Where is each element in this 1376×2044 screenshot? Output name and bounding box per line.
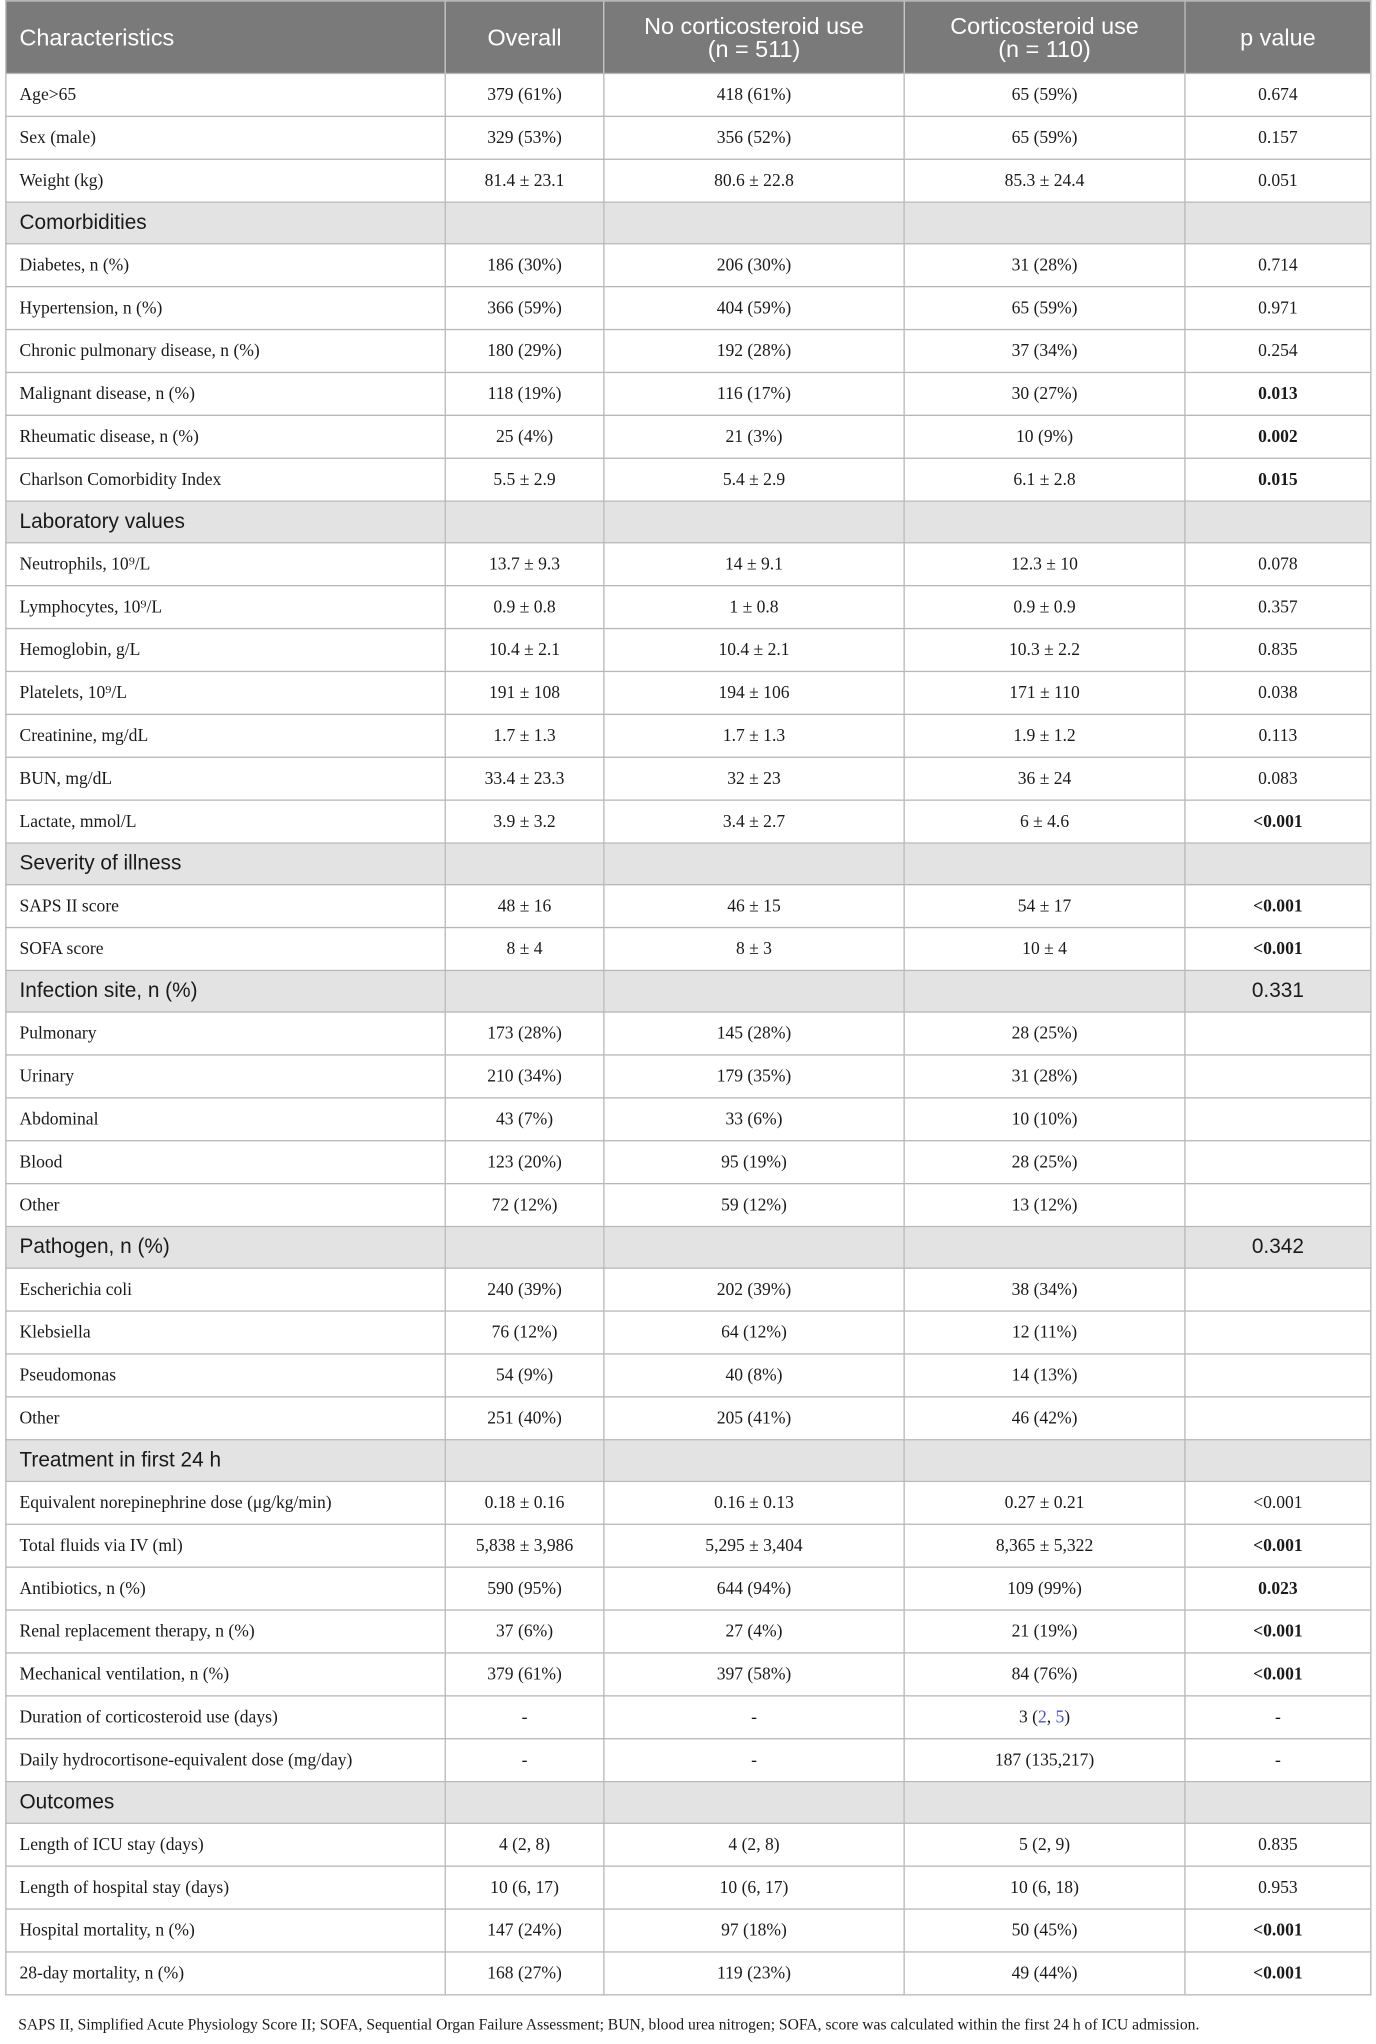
- cell-corticosteroid: 38 (34%): [904, 1268, 1185, 1311]
- cell-p-value: 0.714: [1185, 244, 1371, 287]
- table-row: [6, 1141, 1371, 1184]
- header-characteristics: Characteristics: [6, 1, 445, 74]
- cell-no-corticosteroid: 95 (19%): [604, 1141, 904, 1184]
- cell-no-corticosteroid: 27 (4%): [604, 1610, 904, 1653]
- cell-corticosteroid: [904, 970, 1185, 1012]
- cell-no-corticosteroid: 10 (6, 17): [604, 1866, 904, 1909]
- cell-overall: 590 (95%): [445, 1567, 604, 1610]
- cell-corticosteroid: 65 (59%): [904, 287, 1185, 330]
- cell-characteristic: Rheumatic disease, n (%): [6, 415, 445, 458]
- cell-p-value: [1185, 1184, 1371, 1227]
- cell-overall: 240 (39%): [445, 1268, 604, 1311]
- table-row: [6, 1354, 1371, 1397]
- section-header-row: [6, 1227, 1371, 1269]
- characteristics-table: [5, 0, 1371, 1995]
- table-row: [6, 1397, 1371, 1440]
- cell-corticosteroid: 65 (59%): [904, 73, 1185, 116]
- section-title: Outcomes: [6, 1782, 445, 1824]
- cell-corticosteroid: 187 (135,217): [904, 1739, 1185, 1782]
- table-row: [6, 372, 1371, 415]
- cell-overall: 118 (19%): [445, 372, 604, 415]
- cell-overall: 1.7 ± 1.3: [445, 714, 604, 757]
- cell-overall: 5.5 ± 2.9: [445, 458, 604, 501]
- cell-corticosteroid: 36 ± 24: [904, 757, 1185, 800]
- cell-overall: 191 ± 108: [445, 671, 604, 714]
- cell-characteristic: SAPS II score: [6, 885, 445, 928]
- cell-no-corticosteroid: 97 (18%): [604, 1909, 904, 1952]
- cell-no-corticosteroid: -: [604, 1739, 904, 1782]
- cell-p-value: 0.113: [1185, 714, 1371, 757]
- table-row: [6, 1567, 1371, 1610]
- cell-corticosteroid: 85.3 ± 24.4: [904, 159, 1185, 202]
- cell-p-value: 0.013: [1185, 372, 1371, 415]
- cell-overall: 180 (29%): [445, 330, 604, 373]
- cell-corticosteroid: 0.27 ± 0.21: [904, 1481, 1185, 1524]
- cell-corticosteroid: 28 (25%): [904, 1012, 1185, 1055]
- table-row: [6, 586, 1371, 629]
- cell-overall: -: [445, 1739, 604, 1782]
- cell-characteristic: Neutrophils, 10⁹/L: [6, 543, 445, 586]
- cell-corticosteroid: 1.9 ± 1.2: [904, 714, 1185, 757]
- cell-overall: 5,838 ± 3,986: [445, 1524, 604, 1567]
- table-row: [6, 629, 1371, 672]
- cell-overall: 379 (61%): [445, 73, 604, 116]
- cell-overall: [445, 1782, 604, 1824]
- cell-characteristic: Creatinine, mg/dL: [6, 714, 445, 757]
- cell-no-corticosteroid: 404 (59%): [604, 287, 904, 330]
- cell-p-value: <0.001: [1185, 1909, 1371, 1952]
- cell-characteristic: SOFA score: [6, 928, 445, 971]
- cell-corticosteroid: 49 (44%): [904, 1952, 1185, 1995]
- cell-corticosteroid: 13 (12%): [904, 1184, 1185, 1227]
- cell-overall: 33.4 ± 23.3: [445, 757, 604, 800]
- cell-characteristic: Platelets, 10⁹/L: [6, 671, 445, 714]
- table-row: [6, 1739, 1371, 1782]
- cell-no-corticosteroid: [604, 970, 904, 1012]
- cell-p-value: [1185, 1397, 1371, 1440]
- cell-no-corticosteroid: 202 (39%): [604, 1268, 904, 1311]
- table-row: [6, 1866, 1371, 1909]
- cell-corticosteroid: 3 (2, 5): [904, 1696, 1185, 1739]
- cell-p-value: <0.001: [1185, 928, 1371, 971]
- cell-characteristic: Total fluids via IV (ml): [6, 1524, 445, 1567]
- cell-characteristic: Hypertension, n (%): [6, 287, 445, 330]
- cell-corticosteroid: 65 (59%): [904, 116, 1185, 159]
- cell-overall: 210 (34%): [445, 1055, 604, 1098]
- cell-overall: 81.4 ± 23.1: [445, 159, 604, 202]
- cell-p-value: [1185, 1268, 1371, 1311]
- table-row: [6, 1481, 1371, 1524]
- cell-characteristic: Blood: [6, 1141, 445, 1184]
- table-row: [6, 287, 1371, 330]
- table-row: [6, 415, 1371, 458]
- cell-no-corticosteroid: 33 (6%): [604, 1098, 904, 1141]
- cell-corticosteroid: 21 (19%): [904, 1610, 1185, 1653]
- section-title: Infection site, n (%): [6, 970, 445, 1012]
- cell-overall: 43 (7%): [445, 1098, 604, 1141]
- table-row: [6, 1012, 1371, 1055]
- cell-p-value: <0.001: [1185, 1653, 1371, 1696]
- cell-p-value: 0.023: [1185, 1567, 1371, 1610]
- cell-no-corticosteroid: 8 ± 3: [604, 928, 904, 971]
- cell-overall: 37 (6%): [445, 1610, 604, 1653]
- cell-characteristic: Other: [6, 1397, 445, 1440]
- cell-p-value: [1185, 202, 1371, 244]
- cell-p-value: 0.051: [1185, 159, 1371, 202]
- cell-p-value: [1185, 843, 1371, 885]
- section-header-row: [6, 1440, 1371, 1482]
- cell-corticosteroid: [904, 202, 1185, 244]
- table-row: [6, 1184, 1371, 1227]
- table-row: [6, 1524, 1371, 1567]
- cell-characteristic: Escherichia coli: [6, 1268, 445, 1311]
- cell-characteristic: Age>65: [6, 73, 445, 116]
- cell-p-value: 0.342: [1185, 1227, 1371, 1269]
- cell-characteristic: 28-day mortality, n (%): [6, 1952, 445, 1995]
- cell-characteristic: Hospital mortality, n (%): [6, 1909, 445, 1952]
- cell-p-value: 0.157: [1185, 116, 1371, 159]
- cell-p-value: <0.001: [1185, 1524, 1371, 1567]
- cell-p-value: [1185, 1055, 1371, 1098]
- cell-corticosteroid: [904, 1227, 1185, 1269]
- cell-corticosteroid: 109 (99%): [904, 1567, 1185, 1610]
- cell-no-corticosteroid: 206 (30%): [604, 244, 904, 287]
- cell-p-value: -: [1185, 1696, 1371, 1739]
- cell-corticosteroid: 8,365 ± 5,322: [904, 1524, 1185, 1567]
- cell-no-corticosteroid: 10.4 ± 2.1: [604, 629, 904, 672]
- cell-p-value: 0.083: [1185, 757, 1371, 800]
- table-row: [6, 1823, 1371, 1866]
- header-no-corticosteroid: No corticosteroid use (n = 511): [604, 1, 904, 74]
- table-row: [6, 800, 1371, 843]
- header-p-value: p value: [1185, 1, 1371, 74]
- cell-characteristic: Urinary: [6, 1055, 445, 1098]
- cell-no-corticosteroid: [604, 843, 904, 885]
- cell-corticosteroid: 10 (9%): [904, 415, 1185, 458]
- cell-overall: 168 (27%): [445, 1952, 604, 1995]
- cell-no-corticosteroid: 5,295 ± 3,404: [604, 1524, 904, 1567]
- cell-characteristic: Weight (kg): [6, 159, 445, 202]
- cell-no-corticosteroid: 5.4 ± 2.9: [604, 458, 904, 501]
- cell-no-corticosteroid: 418 (61%): [604, 73, 904, 116]
- cell-corticosteroid: 46 (42%): [904, 1397, 1185, 1440]
- cell-overall: 8 ± 4: [445, 928, 604, 971]
- cell-no-corticosteroid: 145 (28%): [604, 1012, 904, 1055]
- cell-corticosteroid: 31 (28%): [904, 1055, 1185, 1098]
- section-title: Severity of illness: [6, 843, 445, 885]
- cell-characteristic: Charlson Comorbidity Index: [6, 458, 445, 501]
- cell-corticosteroid: 6.1 ± 2.8: [904, 458, 1185, 501]
- table-row: [6, 1268, 1371, 1311]
- section-title: Treatment in first 24 h: [6, 1440, 445, 1482]
- cell-p-value: [1185, 1782, 1371, 1824]
- cell-overall: -: [445, 1696, 604, 1739]
- cell-overall: [445, 1227, 604, 1269]
- cell-p-value: 0.674: [1185, 73, 1371, 116]
- cell-overall: 329 (53%): [445, 116, 604, 159]
- cell-characteristic: Klebsiella: [6, 1311, 445, 1354]
- cell-no-corticosteroid: [604, 1782, 904, 1824]
- cell-no-corticosteroid: 46 ± 15: [604, 885, 904, 928]
- cell-overall: 72 (12%): [445, 1184, 604, 1227]
- cell-characteristic: Length of hospital stay (days): [6, 1866, 445, 1909]
- table-row: [6, 885, 1371, 928]
- cell-p-value: [1185, 1440, 1371, 1482]
- cell-overall: 10.4 ± 2.1: [445, 629, 604, 672]
- cell-p-value: 0.078: [1185, 543, 1371, 586]
- cell-characteristic: Lymphocytes, 10⁹/L: [6, 586, 445, 629]
- cell-characteristic: Renal replacement therapy, n (%): [6, 1610, 445, 1653]
- cell-corticosteroid: 28 (25%): [904, 1141, 1185, 1184]
- cell-characteristic: Hemoglobin, g/L: [6, 629, 445, 672]
- cell-p-value: -: [1185, 1739, 1371, 1782]
- table-row: [6, 928, 1371, 971]
- cell-no-corticosteroid: 116 (17%): [604, 372, 904, 415]
- cell-no-corticosteroid: 205 (41%): [604, 1397, 904, 1440]
- cell-p-value: 0.953: [1185, 1866, 1371, 1909]
- cell-overall: [445, 970, 604, 1012]
- cell-corticosteroid: 12.3 ± 10: [904, 543, 1185, 586]
- section-header-row: [6, 202, 1371, 244]
- cell-corticosteroid: 0.9 ± 0.9: [904, 586, 1185, 629]
- section-title: Comorbidities: [6, 202, 445, 244]
- cell-overall: 379 (61%): [445, 1653, 604, 1696]
- cell-corticosteroid: 10 (6, 18): [904, 1866, 1185, 1909]
- cell-no-corticosteroid: 356 (52%): [604, 116, 904, 159]
- cell-p-value: 0.254: [1185, 330, 1371, 373]
- table-body: [6, 73, 1371, 1994]
- cell-corticosteroid: 30 (27%): [904, 372, 1185, 415]
- section-header-row: [6, 970, 1371, 1012]
- cell-no-corticosteroid: [604, 501, 904, 543]
- header-overall: Overall: [445, 1, 604, 74]
- cell-characteristic: Equivalent norepinephrine dose (μg/kg/min): [6, 1481, 445, 1524]
- cell-p-value: 0.835: [1185, 629, 1371, 672]
- cell-characteristic: Pseudomonas: [6, 1354, 445, 1397]
- section-header-row: [6, 843, 1371, 885]
- cell-corticosteroid: 10.3 ± 2.2: [904, 629, 1185, 672]
- header-no-corticosteroid-n: (n = 511): [707, 35, 801, 62]
- cell-characteristic: Chronic pulmonary disease, n (%): [6, 330, 445, 373]
- table-row: [6, 244, 1371, 287]
- table-row: [6, 458, 1371, 501]
- cell-overall: 147 (24%): [445, 1909, 604, 1952]
- cell-overall: 4 (2, 8): [445, 1823, 604, 1866]
- cell-p-value: <0.001: [1185, 800, 1371, 843]
- cell-no-corticosteroid: -: [604, 1696, 904, 1739]
- cell-overall: 251 (40%): [445, 1397, 604, 1440]
- cell-characteristic: BUN, mg/dL: [6, 757, 445, 800]
- section-header-row: [6, 501, 1371, 543]
- cell-p-value: 0.002: [1185, 415, 1371, 458]
- cell-corticosteroid: [904, 501, 1185, 543]
- cell-characteristic: Duration of corticosteroid use (days): [6, 1696, 445, 1739]
- cell-overall: 123 (20%): [445, 1141, 604, 1184]
- cell-overall: 13.7 ± 9.3: [445, 543, 604, 586]
- cell-no-corticosteroid: [604, 1227, 904, 1269]
- cell-overall: [445, 1440, 604, 1482]
- cell-no-corticosteroid: 119 (23%): [604, 1952, 904, 1995]
- cell-characteristic: Other: [6, 1184, 445, 1227]
- cell-p-value: [1185, 1098, 1371, 1141]
- cell-p-value: 0.835: [1185, 1823, 1371, 1866]
- cell-corticosteroid: 14 (13%): [904, 1354, 1185, 1397]
- section-title: Laboratory values: [6, 501, 445, 543]
- cell-characteristic: Malignant disease, n (%): [6, 372, 445, 415]
- cell-no-corticosteroid: 40 (8%): [604, 1354, 904, 1397]
- cell-no-corticosteroid: 32 ± 23: [604, 757, 904, 800]
- cell-characteristic: Lactate, mmol/L: [6, 800, 445, 843]
- cell-overall: 0.18 ± 0.16: [445, 1481, 604, 1524]
- header-corticosteroid: Corticosteroid use (n = 110): [904, 1, 1185, 74]
- cell-corticosteroid: 5 (2, 9): [904, 1823, 1185, 1866]
- cell-characteristic: Length of ICU stay (days): [6, 1823, 445, 1866]
- cell-no-corticosteroid: 3.4 ± 2.7: [604, 800, 904, 843]
- cell-p-value: 0.015: [1185, 458, 1371, 501]
- cell-corticosteroid: [904, 1782, 1185, 1824]
- cell-overall: 366 (59%): [445, 287, 604, 330]
- table-row: [6, 159, 1371, 202]
- cell-overall: 25 (4%): [445, 415, 604, 458]
- cell-overall: 0.9 ± 0.8: [445, 586, 604, 629]
- table-row: [6, 1653, 1371, 1696]
- cell-no-corticosteroid: 64 (12%): [604, 1311, 904, 1354]
- cell-characteristic: Sex (male): [6, 116, 445, 159]
- cell-p-value: 0.971: [1185, 287, 1371, 330]
- cell-overall: 76 (12%): [445, 1311, 604, 1354]
- cell-no-corticosteroid: 1 ± 0.8: [604, 586, 904, 629]
- cell-p-value: <0.001: [1185, 885, 1371, 928]
- cell-overall: 186 (30%): [445, 244, 604, 287]
- cell-corticosteroid: 10 (10%): [904, 1098, 1185, 1141]
- cell-p-value: 0.357: [1185, 586, 1371, 629]
- reference-link[interactable]: 5: [1055, 1706, 1065, 1727]
- cell-characteristic: Abdominal: [6, 1098, 445, 1141]
- cell-corticosteroid: [904, 843, 1185, 885]
- table-row: [6, 116, 1371, 159]
- table-row: [6, 543, 1371, 586]
- cell-no-corticosteroid: 80.6 ± 22.8: [604, 159, 904, 202]
- cell-no-corticosteroid: 59 (12%): [604, 1184, 904, 1227]
- cell-p-value: <0.001: [1185, 1610, 1371, 1653]
- cell-p-value: <0.001: [1185, 1952, 1371, 1995]
- cell-no-corticosteroid: [604, 1440, 904, 1482]
- cell-p-value: 0.331: [1185, 970, 1371, 1012]
- table-header-row: [6, 1, 1371, 74]
- cell-no-corticosteroid: 4 (2, 8): [604, 1823, 904, 1866]
- header-corticosteroid-n: (n = 110): [998, 35, 1091, 62]
- cell-no-corticosteroid: 21 (3%): [604, 415, 904, 458]
- cell-overall: 173 (28%): [445, 1012, 604, 1055]
- cell-no-corticosteroid: 644 (94%): [604, 1567, 904, 1610]
- cell-p-value: <0.001: [1185, 1481, 1371, 1524]
- cell-corticosteroid: 31 (28%): [904, 244, 1185, 287]
- cell-p-value: [1185, 1354, 1371, 1397]
- cell-overall: 48 ± 16: [445, 885, 604, 928]
- cell-characteristic: Diabetes, n (%): [6, 244, 445, 287]
- cell-no-corticosteroid: 192 (28%): [604, 330, 904, 373]
- section-header-row: [6, 1782, 1371, 1824]
- table-row: [6, 714, 1371, 757]
- cell-corticosteroid: 54 ± 17: [904, 885, 1185, 928]
- table-row: [6, 1610, 1371, 1653]
- cell-no-corticosteroid: 0.16 ± 0.13: [604, 1481, 904, 1524]
- cell-no-corticosteroid: [604, 202, 904, 244]
- cell-no-corticosteroid: 179 (35%): [604, 1055, 904, 1098]
- table-row: [6, 1696, 1371, 1739]
- table-footnote: SAPS II, Simplified Acute Physiology Score II; SOFA, Sequential Organ Failure Assessment; BUN, blood urea nitrogen; SOFA, score was calculated within the first 24 h of ICU admission.: [18, 2014, 1200, 2034]
- cell-overall: 3.9 ± 3.2: [445, 800, 604, 843]
- cell-corticosteroid: 50 (45%): [904, 1909, 1185, 1952]
- section-title: Pathogen, n (%): [6, 1227, 445, 1269]
- table-row: [6, 757, 1371, 800]
- cell-overall: [445, 843, 604, 885]
- cell-characteristic: Daily hydrocortisone-equivalent dose (mg/day): [6, 1739, 445, 1782]
- cell-no-corticosteroid: 397 (58%): [604, 1653, 904, 1696]
- cell-no-corticosteroid: 194 ± 106: [604, 671, 904, 714]
- cell-p-value: [1185, 1012, 1371, 1055]
- cell-characteristic: Antibiotics, n (%): [6, 1567, 445, 1610]
- cell-p-value: [1185, 1311, 1371, 1354]
- table-row: [6, 671, 1371, 714]
- cell-corticosteroid: 171 ± 110: [904, 671, 1185, 714]
- table-row: [6, 1909, 1371, 1952]
- cell-corticosteroid: [904, 1440, 1185, 1482]
- cell-characteristic: Pulmonary: [6, 1012, 445, 1055]
- cell-p-value: 0.038: [1185, 671, 1371, 714]
- cell-corticosteroid: 10 ± 4: [904, 928, 1185, 971]
- cell-overall: 54 (9%): [445, 1354, 604, 1397]
- cell-corticosteroid: 12 (11%): [904, 1311, 1185, 1354]
- cell-corticosteroid: 84 (76%): [904, 1653, 1185, 1696]
- cell-p-value: [1185, 501, 1371, 543]
- cell-no-corticosteroid: 14 ± 9.1: [604, 543, 904, 586]
- cell-corticosteroid: 6 ± 4.6: [904, 800, 1185, 843]
- reference-link[interactable]: 2: [1037, 1706, 1047, 1727]
- cell-overall: [445, 501, 604, 543]
- cell-corticosteroid: 37 (34%): [904, 330, 1185, 373]
- table-row: [6, 73, 1371, 116]
- cell-overall: [445, 202, 604, 244]
- table-row: [6, 330, 1371, 373]
- cell-overall: 10 (6, 17): [445, 1866, 604, 1909]
- table-row: [6, 1311, 1371, 1354]
- table-row: [6, 1098, 1371, 1141]
- table-row: [6, 1055, 1371, 1098]
- cell-no-corticosteroid: 1.7 ± 1.3: [604, 714, 904, 757]
- table-row: [6, 1952, 1371, 1995]
- cell-characteristic: Mechanical ventilation, n (%): [6, 1653, 445, 1696]
- cell-p-value: [1185, 1141, 1371, 1184]
